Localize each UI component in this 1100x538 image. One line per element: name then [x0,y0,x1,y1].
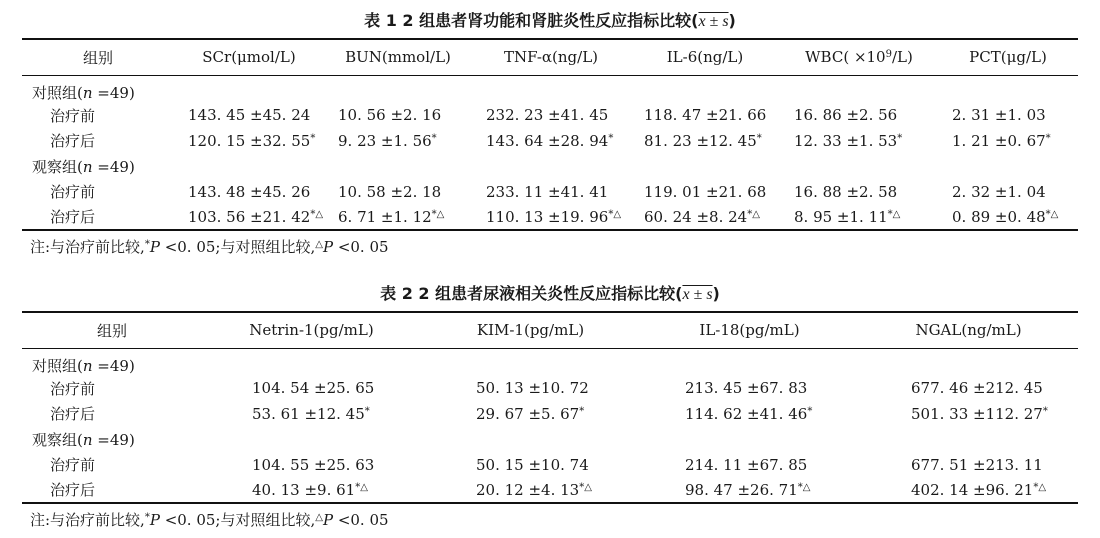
table-row [22,103,1078,129]
group-name: 对照组( [32,356,83,375]
table1-header-group: 组别 [22,39,174,75]
table2-group-row [22,348,1078,376]
cell [630,103,780,129]
row-label: 治疗前 [50,183,96,202]
cell [324,103,472,129]
significance-mark: *△ [579,481,592,493]
table2-header-il18: IL-18(pg/mL) [640,312,859,348]
cell [938,103,1078,129]
cell-value: 120. 15 ±32. 55 [188,131,311,150]
significance-mark: *△ [747,208,760,220]
cell [630,128,780,154]
table2-group-observation [22,427,1078,453]
note-p-label: P [149,238,160,256]
cell-value: 118. 47 ±21. 66 [644,106,767,125]
cell-value: 10. 58 ±2. 18 [338,182,442,201]
table-row [22,401,1078,427]
table1-caption: 表 1 2 组患者肾功能和肾脏炎性反应指标比较(x ± s) [364,11,736,30]
table-row [22,478,1078,504]
cell [859,478,1078,504]
cell-value: 143. 45 ±45. 24 [188,106,311,125]
n-value: =49) [92,430,135,449]
n-value: =49) [92,356,135,375]
table-row [22,128,1078,154]
significance-mark: *△ [608,208,622,220]
note-mark: * [144,239,150,250]
table1-header-wbc-prefix: WBC( ×10 [805,48,886,67]
significance-mark: * [579,405,585,417]
note-text: <0. 05 [333,511,389,529]
cell-value: 213. 45 ±67. 83 [685,379,808,398]
table-row [22,376,1078,402]
significance-mark: * [1042,405,1048,417]
table2 [22,311,1078,504]
cell-value: 677. 46 ±212. 45 [911,379,1043,398]
note-text: 注:与治疗前比较, [30,238,145,256]
significance-mark: *△ [310,208,324,220]
cell-value: 50. 15 ±10. 74 [476,455,589,474]
cell [780,103,938,129]
note-text: <0. 05 [333,238,389,256]
cell-value: 8. 95 ±1. 11 [794,207,888,226]
significance-mark: * [310,132,316,144]
row-label: 治疗后 [50,132,96,151]
cell-value: 110. 13 ±19. 96 [486,207,609,226]
table2-header-kim: KIM-1(pg/mL) [421,312,640,348]
cell-value: 232. 23 ±41. 45 [486,106,609,125]
cell-value: 20. 12 ±4. 13 [476,480,580,499]
table1-header-bun: BUN(mmol/L) [324,39,472,75]
cell-value: 143. 48 ±45. 26 [188,182,311,201]
cell [324,128,472,154]
note-text: <0. 05;与对照组比较, [159,238,316,256]
table2-group-control [22,348,1078,376]
table1-header-wbc [780,39,938,75]
cell-value: 6. 71 ±1. 12 [338,207,432,226]
table1-note [30,236,389,257]
table-row [22,179,1078,205]
cell-value: 114. 62 ±41. 46 [685,404,808,423]
significance-mark: *△ [431,208,445,220]
n-label: n [82,157,93,176]
n-label: n [82,356,93,375]
cell [174,205,324,231]
row-label: 治疗后 [50,405,96,424]
cell-value: 53. 61 ±12. 45 [252,404,365,423]
cell-value: 10. 56 ±2. 16 [338,106,442,125]
cell-value: 0. 89 ±0. 48 [952,207,1046,226]
row-label: 治疗前 [50,456,96,475]
cell [202,401,421,427]
note-mark: * [144,512,150,523]
cell-value: 104. 55 ±25. 63 [252,455,375,474]
cell [202,376,421,402]
cell-value: 2. 32 ±1. 04 [952,182,1046,201]
note-text: <0. 05;与对照组比较, [159,511,316,529]
cell [938,179,1078,205]
table1-header-wbc-suffix: /L) [891,48,913,67]
cell-value: 103. 56 ±21. 42 [188,207,311,226]
cell-value: 60. 24 ±8. 24 [644,207,748,226]
cell-value: 104. 54 ±25. 65 [252,379,375,398]
table1-header-wbc-exp: 9 [885,49,892,61]
cell [421,478,640,504]
table1-caption-stat: x ± s [698,13,729,30]
n-label: n [82,430,93,449]
significance-mark: * [608,132,614,144]
cell [472,179,630,205]
cell-value: 214. 11 ±67. 85 [685,455,808,474]
cell [174,128,324,154]
cell [780,205,938,231]
significance-mark: * [807,405,813,417]
table2-caption-text: 表 2 2 组患者尿液相关炎性反应指标比较 [380,284,676,303]
group-name: 观察组( [32,157,83,176]
cell [324,179,472,205]
cell [859,401,1078,427]
cell [859,452,1078,478]
cell [640,376,859,402]
table2-header-ngal: NGAL(ng/mL) [859,312,1078,348]
table1-header-row [22,39,1078,75]
table1-header-tnf: TNF-α(ng/L) [472,39,630,75]
cell [421,452,640,478]
cell-value: 677. 51 ±213. 11 [911,455,1043,474]
cell [174,103,324,129]
table2-header-group: 组别 [22,312,202,348]
table2-caption-stat: x ± s [682,286,713,303]
table2-note [30,509,389,530]
cell-value: 12. 33 ±1. 53 [794,131,898,150]
cell [630,205,780,231]
significance-mark: * [431,132,437,144]
note-text: 注:与治疗前比较, [30,511,145,529]
cell [780,179,938,205]
significance-mark: * [1045,132,1051,144]
note-p-label: P [322,238,334,256]
note-mark: △ [315,512,323,523]
cell [421,401,640,427]
group-name: 对照组( [32,83,83,102]
cell-value: 143. 64 ±28. 94 [486,131,609,150]
cell-value: 501. 33 ±112. 27 [911,404,1043,423]
group-name: 观察组( [32,430,83,449]
significance-mark: *△ [797,481,811,493]
cell [859,376,1078,402]
significance-mark: * [897,132,903,144]
cell-value: 1. 21 ±0. 67 [952,131,1046,150]
cell [938,205,1078,231]
cell-value: 98. 47 ±26. 71 [685,480,798,499]
table1-group-row [22,154,1078,180]
table1 [22,38,1078,231]
n-label: n [82,83,93,102]
cell-value: 233. 11 ±41. 41 [486,182,609,201]
table1-caption-text: 表 1 2 组患者肾功能和肾脏炎性反应指标比较 [364,11,692,30]
significance-mark: * [756,132,762,144]
cell-value: 50. 13 ±10. 72 [476,379,589,398]
row-label: 治疗后 [50,208,96,227]
table1-header-scr: SCr(μmol/L) [174,39,324,75]
cell-value: 119. 01 ±21. 68 [644,182,767,201]
table-row [22,452,1078,478]
significance-mark: *△ [1045,208,1059,220]
cell [472,205,630,231]
cell-value: 16. 86 ±2. 56 [794,106,898,125]
cell [630,179,780,205]
cell-value: 29. 67 ±5. 67 [476,404,580,423]
table1-header-pct: PCT(μg/L) [938,39,1078,75]
table2-header-row [22,312,1078,348]
table-row [22,205,1078,231]
note-p-label: P [322,511,334,529]
n-value: =49) [92,83,135,102]
cell [472,103,630,129]
table1-group-control [22,75,1078,103]
cell-value: 9. 23 ±1. 56 [338,131,432,150]
cell [202,478,421,504]
row-label: 治疗后 [50,481,96,500]
cell [202,452,421,478]
n-value: =49) [92,157,135,176]
significance-mark: *△ [887,208,901,220]
cell-value: 402. 14 ±96. 21 [911,480,1034,499]
cell [640,478,859,504]
cell [174,179,324,205]
table1-group-row [22,75,1078,103]
table2-group-row [22,427,1078,453]
table1-header-il6: IL-6(ng/L) [630,39,780,75]
cell [472,128,630,154]
cell-value: 81. 23 ±12. 45 [644,131,757,150]
cell [780,128,938,154]
cell [640,452,859,478]
row-label: 治疗前 [50,379,96,398]
significance-mark: *△ [1033,481,1047,493]
cell [324,205,472,231]
note-p-label: P [149,511,160,529]
table1-group-observation [22,154,1078,180]
note-mark: △ [315,239,323,250]
cell [640,401,859,427]
cell [421,376,640,402]
significance-mark: *△ [355,481,368,493]
cell [938,128,1078,154]
table2-caption: 表 2 2 组患者尿液相关炎性反应指标比较(x ± s) [380,284,720,303]
significance-mark: * [364,405,370,417]
row-label: 治疗前 [50,106,96,125]
cell-value: 40. 13 ±9. 61 [252,480,356,499]
cell-value: 2. 31 ±1. 03 [952,106,1046,125]
table2-header-netrin: Netrin-1(pg/mL) [202,312,421,348]
cell-value: 16. 88 ±2. 58 [794,182,898,201]
